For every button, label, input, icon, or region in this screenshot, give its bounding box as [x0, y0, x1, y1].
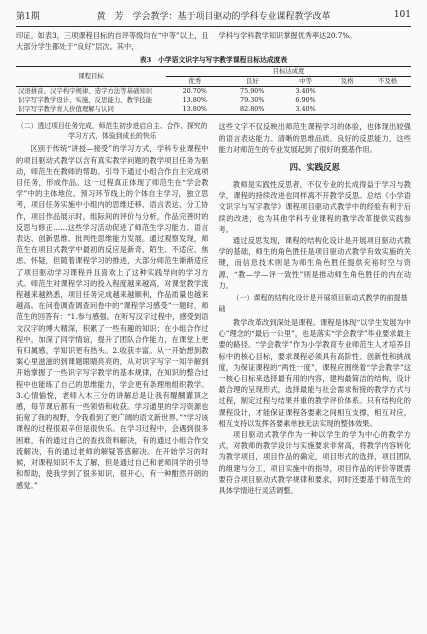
top-right-text: 学科与学科教学知识掌握优秀率达20.7%。 — [218, 31, 357, 40]
left-column — [16, 121, 209, 496]
top-left-text: 印证。如表3，三项课程目标的自评等级均在“中等”以上，且大部分学生都处于“良好”层次。其中， — [16, 31, 209, 52]
body-paragraph: 项目驱动式教学作为一种以学生的学为中心的教学方式，对教师的教学设计与实施要求非常高，将教学内容转化为教学项目，项目作品的确定，项目形式的选择，项目团队的组建与分工，项目实施中的指导，项目作品的评价等既需要符合项目驱动式教学规律和要求，同时还要基于师范生的具体学情进行灵活调整。 — [218, 430, 411, 496]
cell: 3.40% — [295, 87, 316, 96]
right-column — [219, 121, 412, 496]
cell: 79.30% — [240, 96, 265, 105]
row-name: 识字写字教学设计、实施、反思能力、教学技能 — [18, 96, 153, 105]
subsection-heading: （一）课程的结构化设计是开展项目驱动式教学的前提基础 — [218, 294, 408, 314]
col-course: 课程目标 — [16, 67, 166, 87]
running-title: 黄 芳 学会教学：基于项目驱动的学科专业课程教学改革 — [96, 11, 331, 22]
body-paragraph: 这些文字不仅反映出师范生课程学习的体验，也体现出较强的语言表达能力、清晰的思维品质、良好的反思能力，这些能力对师范生的专业发展起到了很好的奠基作用。 — [218, 122, 411, 154]
row-name: 识字写字教学育人价值理解与认同 — [16, 105, 166, 115]
achievement-table — [16, 66, 411, 115]
body-paragraph: 教师是实践性反思者，不仅专业的长成得益于学习与教学，课程的持续改进也同样离不开教学反思。总结《小学语文识字与写字教学》课程项目驱动式教学中的经验有利于后续的改进，也为其他学科专业课程的教学改革提供实践参考。 — [218, 180, 411, 234]
running-header — [16, 8, 411, 22]
body-paragraph: 区别于传统“讲授—接受”的学习方式，学科专业课程中的项目驱动式教学以含有真实教学问题的教学项目任务为驱动，师范生在教师的帮助、引导下通过小组合作自主完成项目任务，形成作品。这一过程真正体现了师范生在“学会教学”中的主体地位。预习环节线上的个体自主学习，独立思考，项目任务实施中小组内的思维迁移、语言表达、分工协作，项目作品展示时，组际间的评价与分析，作品完善时的反思与修正……这些学习活动促进了师范生学习能力、语言表达、创新思维、批判性思维能力发展。通过观察发现，师范生在项目式教学中最初的反应是新奇、陌生、不适应、焦虑、怀疑，但随着课程学习的推进，大部分师范生渐渐适应了项目驱动学习课程并且喜欢上了这种实践导向的学习方式。师范生对课程学习的投入程度越来越高，对课堂教学流程越来越熟悉，项目任务完成越来越顺利，作品质量也越来越高。在问卷调查调查问卷中的“课程学习感受”一题时，师范生的回答有：“1.参与感强。在听写汉字过程中，感受到语文汉字的博大精深，积累了一些有趣的知识；在小组合作过程中，加深了同学情谊，提升了团队合作能力，在课堂上更有归属感，学知识更有热头。2.收获丰富。从一开始想到教案心里滋滋的到课题眼睛亮亮的，从对识字写字一知半解到开始掌握了一些识字写字教学的基本规律，在知识的整合过程中也能练了自己的思维能力，学会更有条理地组织教学。3.心情愉悦，老师入木三分的讲解总是让我有醍醐灌顶之感，每节课后都有一些领悟和收获。学习通里的学习资源也拓宽了我的视野，令我看到了更广阔的语文新世界。”“学习该课程的过程很艰辛但是很快乐。在学习过程中，会遇到很多困难，有的通过自己的查找资料解决，有的通过小组合作交流解决，有的通过老师的解疑答惑解决。在开始学习的时候，对课程知识不太了解，但是通过自己和老师同学的引导和帮助，使我学到了很多知识，很开心，有一种酣然开朗的感觉。” — [16, 144, 209, 490]
col-level-pass: 及格 — [330, 77, 364, 87]
cell — [330, 105, 364, 115]
cell: 3.40% — [281, 105, 330, 115]
row-name: 汉语拼音、汉字构字规律、造字方法等基础知识 — [18, 87, 153, 96]
col-level-excellent: 优秀 — [166, 77, 223, 87]
table-row — [16, 87, 411, 97]
cell: 6.90% — [295, 96, 316, 105]
table-row — [16, 105, 411, 115]
table-caption: 表3 小学语文识字与写字教学课程目标达成度表 — [139, 56, 288, 65]
cell — [364, 105, 411, 115]
body-paragraph: 教学改革改到深处是课程。课程是体现“以学生发展为中心”理念的“最后一公里”，也是落实“学会教学”毕业要求最主要的路径。“学会教学”作为小学教育专业师范生人才培养目标中的核心目标，要求课程必须具有高阶性、创新性和挑战度，为保证课程的“两性一度”，课程应围绕着“学会教学”这一核心目标来选择最有用的内容，建构最简洁的结构，设计最合理的呈现形式，选择最能与社会需求衔接的教学方式与过程，制定过程与结果并重的教学评价体系。只有结构化的课程设计，才能保证课程各要素之间相互支撑，相互对应，相互支持以发挥各要素单独无法实现的整体效果。 — [218, 318, 411, 428]
cell: 75.90% — [240, 87, 265, 96]
header-rule — [16, 26, 411, 27]
col-level-fail: 不及格 — [364, 77, 411, 87]
col-level-medium: 中等 — [281, 77, 330, 87]
cell — [330, 96, 364, 105]
body-paragraph: 通过反思发现，课程的结构化设计是开展项目驱动式教学的基础，师生的角色胜任是项目驱动式教学有效实施的关键，而信息技术则是为师生角色胜任提供充裕时空与资源，“教—学—评一致性”则是推动师生角色胜任的内在动力。 — [218, 236, 411, 290]
cell: 82.80% — [224, 105, 281, 115]
cell: 13.80% — [166, 105, 223, 115]
col-group: 目标达成度 — [166, 67, 411, 77]
cell — [330, 87, 364, 97]
cell — [364, 87, 411, 97]
body-columns — [16, 121, 411, 496]
subsection-heading-2: （二）透过项目任务完成，师范生初步进启自主、合作、探究的学习方式，体验到成长的快乐 — [17, 122, 208, 141]
cell: 13.80% — [182, 96, 207, 105]
issue-number: 第1期 — [16, 11, 40, 22]
top-continuation — [16, 30, 411, 52]
cell — [364, 96, 411, 105]
page-number: 101 — [393, 10, 411, 20]
col-level-good: 良好 — [224, 77, 281, 87]
cell: 20.70% — [182, 87, 207, 96]
section-heading: 四、实践反思 — [289, 162, 340, 173]
